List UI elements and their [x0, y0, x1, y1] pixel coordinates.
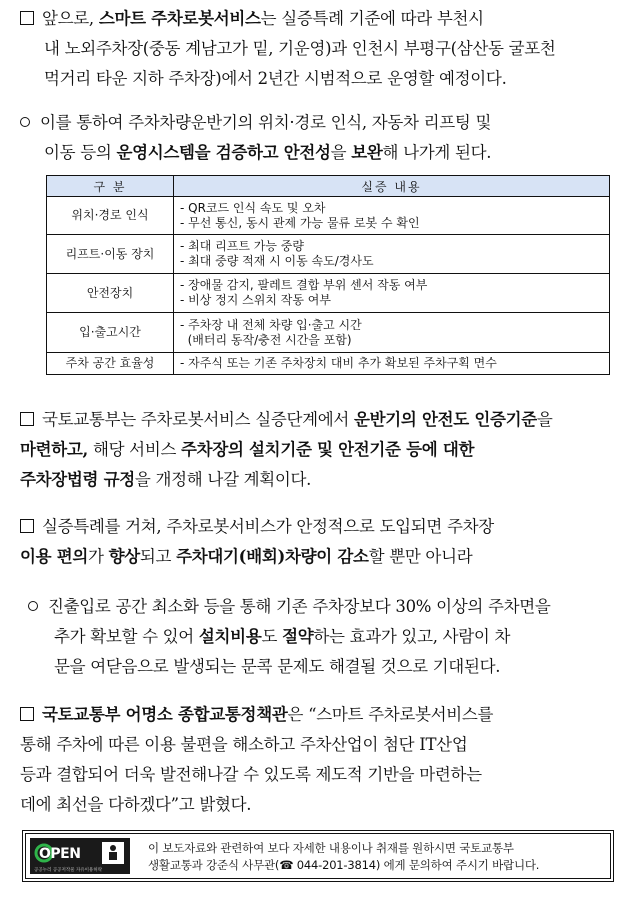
table-header: 구 분 [47, 176, 174, 197]
svg-text:OPEN: OPEN [39, 846, 81, 862]
paragraph-official-quote: 국토교통부 어명소 종합교통정책관은 “스마트 주차로봇서비스를 통해 주차에 따른 이용 불편을 해소하고 주차산업이 첨단 IT산업 등과 결합되어 더욱 발전해나갈 수 있도록 제도적 기반을 마련하는 데에 최선을 다하겠다”고 밝혔다. [20, 705, 494, 814]
paragraph-cost-savings: 진출입로 공간 최소화 등을 통해 기존 주차장보다 30% 이상의 주차면을 추가 확보할 수 있어 설치비용도 절약하는 효과가 있고, 사람이 차 문을 여닫음으로 발생되는 문콕 문제도 해결될 것으로 기대된다. [20, 592, 616, 682]
table-cell-category: 안전장치 [47, 274, 174, 313]
table-row [47, 197, 610, 235]
checkbox-bullet-icon [20, 707, 34, 721]
contact-footer [22, 830, 614, 882]
contact-info [148, 840, 539, 874]
table-cell-category: 위치·경로 인식 [47, 197, 174, 235]
table-row [47, 313, 610, 353]
table-row [47, 353, 610, 375]
paragraph-convenience: 실증특례를 거쳐, 주차로봇서비스가 안정적으로 도입되면 주차장 이용 편의가 향상되고 주차대기(배회)차량이 감소할 뿐만 아니라 [20, 517, 494, 566]
table-cell-category: 입·출고시간 [47, 313, 174, 353]
contact-line: 이 보도자료와 관련하여 보다 자세한 내용이나 취재를 원하시면 국토교통부 [148, 841, 514, 855]
table-row [47, 235, 610, 274]
table-cell-details: - QR코드 인식 속도 및 오차 - 무선 통신, 동시 관제 가능 물류 로봇 수 확인 [174, 197, 610, 235]
table-header: 실증 내용 [174, 176, 610, 197]
circle-bullet-icon [28, 601, 38, 611]
table-cell-details: - 장애물 감지, 팔레트 결합 부위 센서 작동 여부 - 비상 정지 스위치 작동 여부 [174, 274, 610, 313]
table-cell-category: 주차 공간 효율성 [47, 353, 174, 375]
circle-bullet-icon [20, 117, 30, 127]
table-cell-category: 리프트·이동 장치 [47, 235, 174, 274]
svg-text:공공누리 공공저작물 자유이용허락: 공공누리 공공저작물 자유이용허락 [34, 868, 103, 873]
table-row [47, 274, 610, 313]
paragraph-pilot-operation: 앞으로, 스마트 주차로봇서비스는 실증특례 기준에 따라 부천시 내 노외주차장(중동 계남고가 밑, 기운영)과 인천시 부평구(삼산동 굴포천 먹거리 타운 지하 주차장)에서 2년간 시범적으로 운영할 예정이다. [20, 4, 616, 94]
table-cell-details: - 최대 리프트 가능 중량 - 최대 중량 적재 시 이동 속도/경사도 [174, 235, 610, 274]
contact-line: 생활교통과 강준식 사무관(☎ 044-201-3814) 에게 문의하여 주시기 바랍니다. [148, 858, 540, 872]
paragraph-safety-standards: 국토교통부는 주차로봇서비스 실증단계에서 운반기의 안전도 인증기준을 마련하고, 해당 서비스 주차장의 설치기준 및 안전기준 등에 대한 주차장법령 규정을 개정해 나갈 계획이다. [20, 410, 553, 489]
kogl-open-license-logo [30, 838, 130, 874]
table-cell-details: - 자주식 또는 기존 주차장치 대비 추가 확보된 주차구획 면수 [174, 353, 610, 375]
checkbox-bullet-icon [20, 11, 34, 25]
checkbox-bullet-icon [20, 519, 34, 533]
table-header-row [47, 176, 610, 197]
checkbox-bullet-icon [20, 412, 34, 426]
paragraph-verification: 이를 통하여 주차차량운반기의 위치·경로 인식, 자동차 리프팅 및 이동 등의 운영시스템을 검증하고 안전성을 보완해 나가게 된다. [20, 108, 616, 168]
table-cell-details: - 주차장 내 전체 차량 입·출고 시간 (배터리 동작/충전 시간을 포함) [174, 313, 610, 353]
verification-table [46, 175, 610, 375]
